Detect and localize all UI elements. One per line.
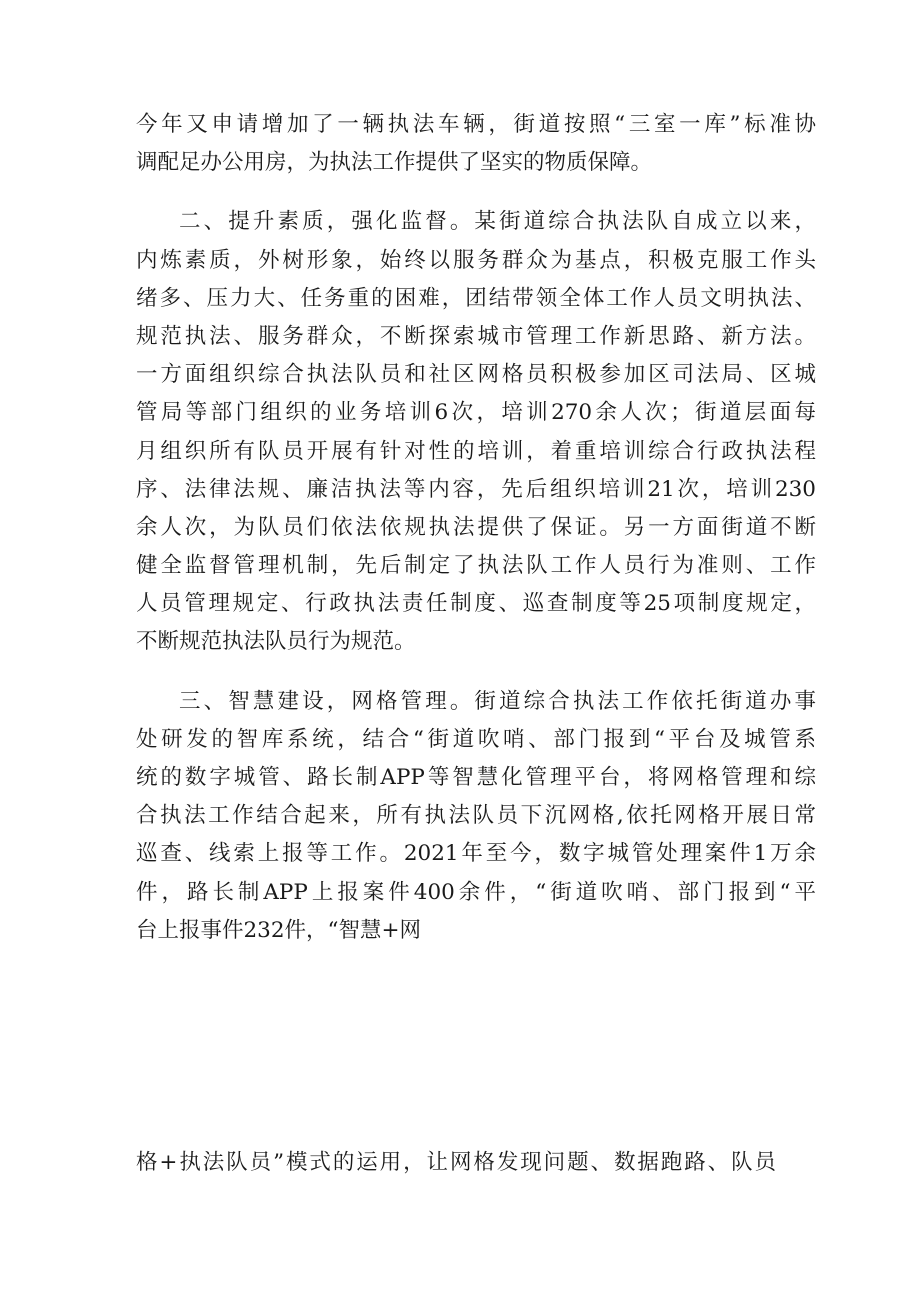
paragraph-line: 序、法律法规、廉洁执法等内容，先后组织培训21次，培训230	[136, 476, 816, 502]
paragraph-tail-line: 格+执法队员”模式的运用，让网格发现问题、数据跑路、队员	[136, 1150, 776, 1175]
paragraph-line: 健全监督管理机制，先后制定了执法队工作人员行为准则、工作	[136, 553, 816, 579]
paragraph-line: 调配足办公用房，为执法工作提供了坚实的物质保障。	[136, 150, 653, 176]
paragraph-line: 月组织所有队员开展有针对性的培训，着重培训综合行政执法程	[136, 438, 816, 464]
paragraph-2	[136, 203, 816, 661]
paragraph-gap	[136, 662, 816, 683]
paragraph-line: 管局等部门组织的业务培训6次，培训270余人次；街道层面每	[136, 400, 816, 426]
paragraph-line: 人员管理规定、行政执法责任制度、巡查制度等25项制度规定，	[136, 591, 816, 617]
paragraph-line: 余人次，为队员们依法依规执法提供了保证。另一方面街道不断	[136, 514, 816, 540]
paragraph-line: 内炼素质，外树形象，始终以服务群众为基点，积极克服工作头	[136, 247, 816, 273]
paragraph-line: 一方面组织综合执法队员和社区网格员积极参加区司法局、区城	[136, 362, 816, 388]
paragraph-line: 规范执法、服务群众，不断探索城市管理工作新思路、新方法。	[136, 323, 816, 349]
paragraph-line: 不断规范执法队员行为规范。	[136, 629, 416, 655]
paragraph-line: 统的数字城管、路长制APP等智慧化管理平台，将网格管理和综	[136, 765, 816, 790]
paragraph-line: 件，路长制APP上报案件400余件，“街道吹哨、部门报到“平	[136, 879, 816, 905]
paragraph-line: 三、智慧建设，网格管理。街道综合执法工作依托街道办事	[179, 688, 816, 714]
paragraph-line: 二、提升素质，强化监督。某街道综合执法队自成立以来，	[179, 209, 816, 235]
paragraph-3	[136, 683, 816, 950]
paragraph-line: 台上报事件232件，“智慧+网	[136, 917, 422, 943]
paragraph-line: 今年又申请增加了一辆执法车辆，街道按照“三室一库”标准协	[136, 112, 816, 137]
paragraph-line: 巡查、线索上报等工作。2021年至今，数字城管处理案件1万余	[136, 841, 816, 867]
paragraph-line: 合执法工作结合起来，所有执法队员下沉网格,依托网格开展日常	[136, 803, 816, 829]
paragraph-gap	[136, 182, 816, 203]
paragraph-1	[136, 106, 816, 182]
paragraph-line: 处研发的智库系统，结合“街道吹哨、部门报到“平台及城管系	[136, 726, 816, 752]
paragraph-line: 绪多、压力大、任务重的困难，团结带领全体工作人员文明执法、	[136, 285, 816, 311]
document-body	[136, 106, 816, 950]
